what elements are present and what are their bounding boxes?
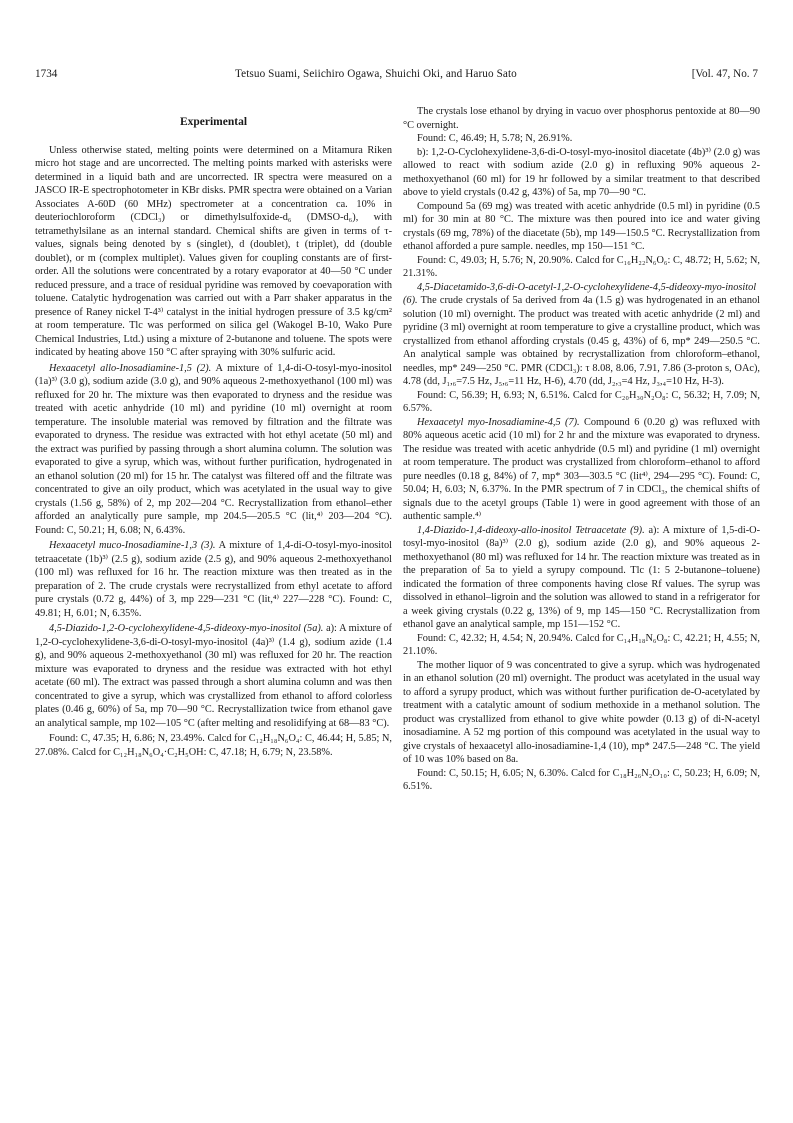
- procedure-b-paragraph: b): 1,2-O-Cyclohexylidene-3,6-di-O-tosyl-myo-inositol diacetate (4b)³⁾ (2.0 g) was allowed to react with sodium azide (2.0 g) in refluxing 90% aqueous 2-methoxyethanol (60 ml) for 19 hr followed by a similar treatment to that described above to yield crystals (0.42 g, 43%) of 5a, mp 70—90 °C.: [403, 146, 760, 198]
- compound-5b-paragraph: Compound 5a (69 mg) was treated with acetic anhydride (0.5 ml) in pyridine (0.5 ml) for 30 min at 80 °C. The mixture was then poured into ice and water giving crystals (69 mg, 78%) of the diacetate (5b), mp 149—150.5 °C. Recrystallization from ethanol afforded a pure sample. needles, mp 150—151 °C.: [403, 200, 760, 252]
- compound-9-analysis: Found: C, 42.32; H, 4.54; N, 20.94%. Calcd for C₁₄H₁₈N₆O₈: C, 42.21; H, 4.55; N, 21.10%.: [403, 632, 760, 657]
- compound-5a-analysis: Found: C, 47.35; H, 6.86; N, 23.49%. Calcd for C₁₂H₁₈N₆O₄: C, 46.44; H, 5.85; N, 27.08%. Calcd for C₁₂H₁₈N₆O₄·C₂H₅OH: C, 47.18; H, 6.79; N, 23.58%.: [35, 733, 392, 758]
- compound-10-paragraph: The mother liquor of 9 was concentrated to give a syrup. which was hydrogenated in an ethanol solution (20 ml) overnight. The product was acetylated in the usual way to afford a syrupy product, which was without further purification de-O-acetylated by treatment with a catalytic amount of sodium methoxide in a methanol solution. The product was crystallized from ethanol to give white powder (0.13 g) of di-N-acetyl inosadiamine. A 52 mg portion of this compound was acetylated in the usual way to give crystals of hexaacetyl allo-inosadiamine-1,4 (10), mp* 247.5—248 °C. The yield of 10 was 10% based on 8a.: [403, 659, 760, 765]
- compound-6-heading: 4,5-Diacetamido-3,6-di-O-acetyl-1,2-O-cyclohexylidene-4,5-dideoxy-myo-inositol (6).: [403, 281, 757, 306]
- compound-2-text: A mixture of 1,4-di-O-tosyl-myo-inositol (1a)³⁾ (3.0 g), sodium azide (3.0 g), and 90% aqueous 2-methoxyethanol (100 ml) was refluxed for 20 hr. The mixture was then evaporated to dryness and the residue was treated with acetic anhydride (10 ml) and pyridine (10 ml) overnight at room temperature. The insoluble material was removed by filtration and the filtrate was evaporated to dryness. The residue was extracted with hot ethyl acetate (50 ml) and the extract was purified by passing through a short alumina column. The solution was evaporated to give a syrup, which was, without further purification, hydrogenated in an ethanol solution (20 ml) for 15 hr. The catalyst was filtered off and the filtrate was concentrated to give an oily product, which was acetylated in the usual way to give crystals (1.56 g, 58%) of 2, mp 202—204 °C. Recrystallization from ethanol–ether afforded an analytically pure sample, mp 204.5—205.5 °C (lit,⁴⁾ 203—204 °C). Found: C, 50.21; H, 6.08; N, 6.43%.: [35, 362, 392, 536]
- compound-3-heading: Hexaacetyl muco-Inosadiamine-1,3 (3).: [49, 540, 216, 551]
- compound-5a-text: a): A mixture of 1,2-O-cyclohexylidene-3,6-di-O-tosyl-myo-inositol (4a)³⁾ (1.4 g), sodium azide (1.4 g), and 90% aqueous 2-methoxyethanol (30 ml) was refluxed for 20 hr. The reaction mixture was evaporated to dryness and the residue was extracted with hot ethyl acetate (60 ml). The extract was passed through a short alumina column and was then concentrated to give a syrup, which was crystallized from ethanol to afford colorless plates (0.46 g, 60%) of 5a, mp 70—90 °C. Recrystallization twice from ethanol gave an analytical sample, mp 102—105 °C (after melting and resolidifying at 68—83 °C).: [35, 623, 392, 729]
- compound-3-paragraph: [35, 539, 392, 620]
- compound-5a-paragraph: [35, 622, 392, 730]
- running-header: [35, 68, 758, 86]
- compound-2-paragraph: [35, 362, 392, 538]
- compound-7-heading: Hexaacetyl myo-Inosadiamine-4,5 (7).: [417, 416, 580, 428]
- compound-7-paragraph: [403, 416, 760, 524]
- ethanol-loss-analysis: Found: C, 46.49; H, 5.78; N, 26.91%.: [417, 133, 573, 144]
- compound-6-paragraph: [403, 281, 760, 389]
- author-line: Tetsuo Suami, Seiichiro Ogawa, Shuichi Oki, and Haruo Sato: [235, 68, 517, 80]
- compound-2-heading: Hexaacetyl allo-Inosadiamine-1,5 (2).: [49, 362, 212, 374]
- compound-7-text: Compound 6 (0.20 g) was refluxed with 80% aqueous acetic acid (10 ml) for 2 hr and the mixture was evaporated to dryness. The residue was treated with acetic anhydride (0.5 ml) and pyridine (1 ml) overnight at room temperature. The product was crystallized from chloroform–ethanol to afford pure needles (0.18 g, 84%) of 7, mp* 303—303.5 °C (lit⁴⁾, 294—295 °C). Found: C, 50.04; H, 6.03; N, 6.37%. In the PMR spectrum of 7 in CDCl₃, the chemical shifts of signals due to the acetyl groups (Table 1) were in good agreement with those of an authentic sample.⁴⁾: [403, 416, 760, 522]
- compound-10-analysis: Found: C, 50.15; H, 6.05; N, 6.30%. Calcd for C₁₈H₂₆N₂O₁₀: C, 50.23; H, 6.09; N, 6.51%.: [403, 767, 760, 792]
- section-title: Experimental: [179, 116, 248, 128]
- compound-9-heading: 1,4-Diazido-1,4-dideoxy-allo-inositol Tetraacetate (9).: [417, 524, 645, 536]
- compound-3-text: A mixture of 1,4-di-O-tosyl-myo-inositol tetraacetate (1b)³⁾ (2.5 g), sodium azide (2.5 g), and 90% aqueous 2-methoxyethanol (100 ml) was refluxed for 16 hr. The reaction mixture was then treated as in the preparation of 2. The crude crystals were recrystallized from ethyl acetate to afford pure crystals (0.72 g, 44%) of 3, mp 229—231 °C (lit,⁴⁾ 227—228 °C). Found: C, 49.81; H, 6.01; N, 6.35%.: [35, 540, 392, 619]
- compound-5a-heading: 4,5-Diazido-1,2-O-cyclohexylidene-4,5-dideoxy-myo-inositol (5a).: [49, 623, 324, 634]
- compound-9-text: a): A mixture of 1,5-di-O-tosyl-myo-inositol (8a)³⁾ (2.0 g), sodium azide (2.0 g), and 90% aqueous 2-methoxyethanol (80 ml) was refluxed for 14 hr. The reaction mixture was treated as in the preparation of 5a to yield a syrupy compound. Tlc (1: 5 2-butanone–toluene) indicated the formation of three components having close Rf values. The syrup was dissolved in ethanol–ligroin and the solution was allowed to stand in a refrigerator for a week giving crystals (0.22 g, 13%) of 9, mp 145—150 °C. Recrystallization from ethanol gave an analytical sample, mp 151—152 °C.: [403, 524, 760, 630]
- page-number: 1734: [35, 68, 58, 80]
- volume-label: [Vol. 47, No. 7: [691, 68, 758, 80]
- right-column: [403, 105, 760, 794]
- compound-5b-analysis: Found: C, 49.03; H, 5.76; N, 20.90%. Calcd for C₁₆H₂₂N₆O₆: C, 48.72; H, 5.62; N, 21.31%.: [403, 254, 760, 279]
- ethanol-loss-paragraph: The crystals lose ethanol by drying in vacuo over phosphorus pentoxide at 80—90 °C overnight.: [403, 106, 760, 131]
- compound-6-analysis: Found: C, 56.39; H, 6.93; N, 6.51%. Calcd for C₂₀H₃₀N₂O₈: C, 56.32; H, 7.09; N, 6.57%.: [403, 389, 760, 414]
- compound-9-paragraph: [403, 524, 760, 632]
- compound-6-text: The crude crystals of 5a derived from 4a (1.5 g) was hydrogenated in an ethanol solution (10 ml) overnight. The product was treated with acetic anhydride (2 ml) and pyridine (3 ml) overnight at room temperature to give a crystalline product, which was crystallized from ethanol affording crystals (0.45 g, 43%) of 6, mp* 249—250.5 °C. An analytical sample was obtained by recrystallization from chloroform–ethanol, needles, mp* 249—250 °C. PMR (CDCl₃): τ 8.08, 8.06, 7.91, 7.86 (3-proton s, OAc), 4.78 (dd, J₁,₆=7.5 Hz, J₅,₆=11 Hz, H-6), 4.70 (dd, J₂,₃=4 Hz, J₃,₄=10 Hz, H-3).: [403, 295, 760, 387]
- general-methods-paragraph: Unless otherwise stated, melting points were determined on a Mitamura Riken micro hot stage and are uncorrected. The melting points marked with asterisks were determined in a liquid bath and are uncorrected. IR spectra were measured on a JASCO IR-E spectrophotometer in KBr disks. PMR spectra were obtained on a Varian Associates A-60D (60 MHz) spectrometer at a concentration ca. 10% in deuteriochloroform (CDCl₃) or dimethylsulfoxide-d₆ (DMSO-d₆), with tetramethylsilane as an internal standard. Chemical shifts are given in terms of τ-values, signals being denoted by s (singlet), d (doublet), t (triplet), dd (double doublet), or m (complex multiplet). Values given for coupling constants are of first-order. All the solutions were concentrated by a rotary evaporator at 40—50 °C under reduced pressure, and a trace of residual pyridine was removed by coevaporation with toluene. Catalytic hydrogenation was carried out with a Parr shaker apparatus in the presence of Raney nickel T-4³⁾ catalyst in the initial hydrogen pressure of 3.5 kg/cm² at room temperature. Tlc was performed on silica gel (Wakogel B-10, Wako Pure Chemical Industries, Ltd.) using a mixture of 2-butanone and toluene. The spots were indicated by heating above 150 °C after spraying with 30% sulfuric acid.: [35, 144, 392, 358]
- left-column: [35, 112, 392, 759]
